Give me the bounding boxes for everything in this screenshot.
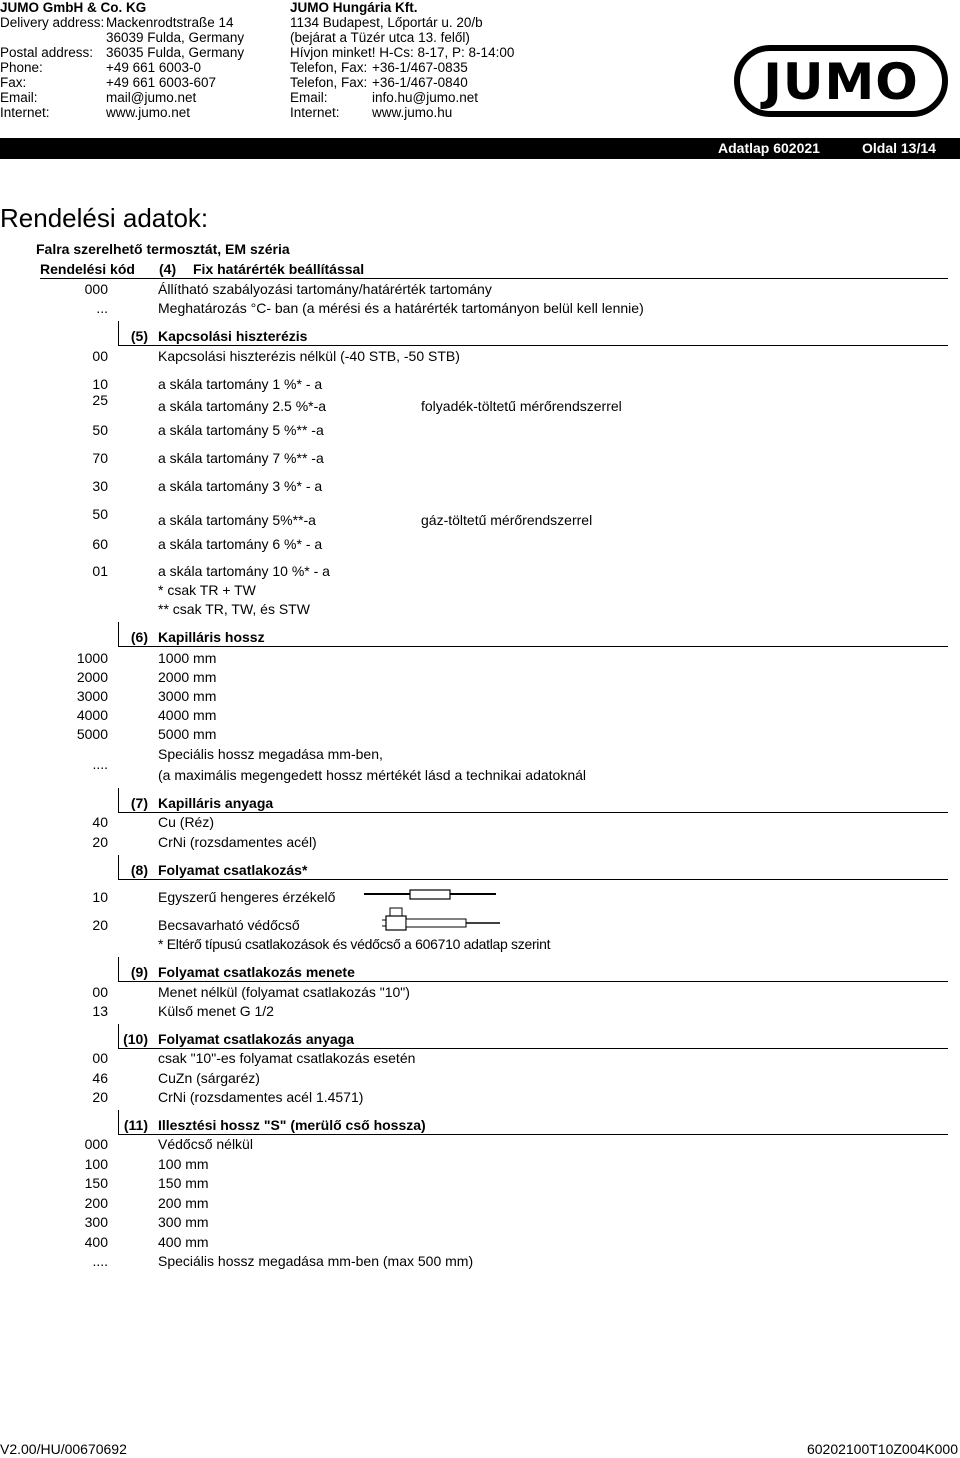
option-code: 70 [92,450,108,466]
option-row [0,705,960,725]
section-8-header [0,860,960,880]
option-code: 000 [84,281,108,297]
section-title: Fix határérték beállítással [193,261,365,277]
footnote [0,599,960,619]
footnote [0,580,960,600]
option-code: 20 [92,834,108,850]
option-note [0,934,960,954]
company-hu-website[interactable]: www.jumo.hu [372,105,453,120]
option-row [0,561,960,581]
option-text: a skála tartomány 2.5 %*-a [158,398,327,414]
company-de-name: JUMO GmbH & Co. KG [0,0,147,15]
option-row [0,812,960,832]
option-code: 20 [92,1089,108,1105]
option-row [0,476,960,496]
option-code: 1000 [76,650,108,666]
company-de-label: Postal address: [0,45,94,60]
option-text: a skála tartomány 7 %** -a [158,450,324,466]
company-hu-label: Telefon, Fax: [290,60,368,75]
option-text: 2000 mm [158,669,217,685]
option-text: 100 mm [158,1156,209,1172]
company-hu-address: 1134 Budapest, Lőportár u. 20/b [290,15,483,30]
option-code: 13 [92,1003,108,1019]
option-text: a skála tartomány 5%**-a [158,512,316,528]
option-text: a skála tartomány 5 %** -a [158,422,324,438]
footer-doc-code: 60202100T10Z004K000 [806,1441,958,1457]
company-de-value: Mackenrodtstraße 14 [106,15,234,30]
section-6-header [0,627,960,647]
option-code: 5000 [76,726,108,742]
option-code: 100 [84,1156,108,1172]
option-row [0,1087,960,1107]
option-code: 4000 [76,707,108,723]
option-row [0,667,960,687]
option-text: 150 mm [158,1175,209,1191]
option-code: .... [92,1253,108,1269]
section-4-header [0,259,960,279]
company-hu-phone: +36-1/467-0835 [372,60,468,75]
option-text: 4000 mm [158,707,217,723]
section-number: (7) [130,795,148,811]
section-number: (11) [123,1117,148,1133]
option-code: 3000 [76,688,108,704]
option-row [0,1001,960,1021]
option-row [0,534,960,554]
option-row [0,448,960,468]
option-code: 25 [92,392,108,408]
company-de-label: Phone: [0,60,43,75]
page-number: Oldal 13/14 [862,140,936,156]
option-text: a skála tartomány 10 %* - a [158,563,330,579]
option-row [0,765,960,785]
option-row [0,1251,960,1271]
gas-filled-note: gáz-töltetű mérőrendszerrel [421,512,593,528]
option-code: 200 [84,1195,108,1211]
section-7-header [0,793,960,813]
page-subtitle: Falra szerelhető termosztát, EM széria [36,241,290,257]
section-number: (9) [130,964,148,980]
option-code: 50 [92,506,108,522]
option-text: a skála tartomány 6 %* - a [158,536,323,552]
option-code: 00 [92,348,108,364]
company-hu-fax: +36-1/467-0840 [372,75,468,90]
section-9-header [0,962,960,982]
company-de-value: 36035 Fulda, Germany [106,45,245,60]
option-code: 400 [84,1234,108,1250]
company-de-value: +49 661 6003-0 [106,60,201,75]
section-title: Folyamat csatlakozás menete [158,964,355,980]
option-code: 46 [92,1070,108,1086]
option-text: 200 mm [158,1195,209,1211]
section-title: Kapilláris hossz [158,629,265,645]
company-de-label: Internet: [0,105,50,120]
option-code: 30 [92,478,108,494]
company-de-website[interactable]: www.jumo.net [106,105,191,120]
option-row [0,982,960,1002]
section-title: Illesztési hossz "S" (merülő cső hossza) [158,1117,426,1133]
section-number: (6) [130,629,148,645]
option-row [0,1068,960,1088]
divider [118,646,948,647]
section-number: (10) [123,1031,148,1047]
option-row [0,396,960,416]
company-de-label: Delivery address: [0,15,105,30]
option-row [0,724,960,744]
option-text: Állítható szabályozási tartomány/határérték tartomány [158,281,492,297]
company-de-email[interactable]: mail@jumo.net [106,90,197,105]
option-row [0,279,960,299]
company-hu-email[interactable]: info.hu@jumo.net [372,90,479,105]
company-de-value: +49 661 6003-607 [106,75,216,90]
company-hu-label: Telefon, Fax: [290,75,368,90]
datasheet-number: Adatlap 602021 [718,140,820,156]
option-row [0,648,960,668]
option-text: CrNi (rozsdamentes acél) [158,834,317,850]
option-text: Cu (Réz) [158,814,215,830]
section-10-header [0,1029,960,1049]
option-code: 10 [92,889,108,905]
option-text: 1000 mm [158,650,217,666]
option-text: Speciális hossz megadása mm-ben (max 500 mm) [158,1253,474,1269]
company-hu-name: JUMO Hungária Kft. [290,0,418,15]
option-text: a skála tartomány 1 %* - a [158,376,323,392]
option-note-text: * Eltérő típusú csatlakozások és védőcső a 606710 adatlap szerint [158,936,551,952]
section-title: Kapilláris anyaga [158,795,274,811]
company-hu-hours: Hívjon minket! H-Cs: 8-17, P: 8-14:00 [290,45,515,60]
option-text: Speciális hossz megadása mm-ben, [158,746,383,762]
jumo-logo-text: JUMO [763,53,919,111]
option-row [0,346,960,366]
option-code: 01 [92,563,108,579]
option-text: Menet nélkül (folyamat csatlakozás "10") [158,984,410,1000]
option-text: 3000 mm [158,688,217,704]
option-code: 300 [84,1214,108,1230]
divider [118,879,948,880]
option-code: 40 [92,814,108,830]
option-text: a skála tartomány 3 %* - a [158,478,323,494]
company-de-value: 36039 Fulda, Germany [106,30,245,45]
section-number: (5) [130,328,148,344]
option-code: 20 [92,917,108,933]
option-code: 60 [92,536,108,552]
section-title: Folyamat csatlakozás anyaga [158,1031,355,1047]
option-text: Becsavarható védőcső [158,917,300,933]
option-row [0,298,960,318]
footer-version: V2.00/HU/00670692 [0,1441,127,1457]
option-text: Védőcső nélkül [158,1136,253,1152]
thermowell-drawing [380,906,504,936]
option-row [0,1212,960,1232]
option-code: 00 [92,1050,108,1066]
section-title: Kapcsolási hiszterézis [158,328,308,344]
option-text: 300 mm [158,1214,209,1230]
option-row [0,1193,960,1213]
option-row [0,510,960,530]
option-code: 000 [84,1136,108,1152]
option-text: 400 mm [158,1234,209,1250]
jumo-logo [734,45,948,117]
section-number: (4) [159,261,177,277]
liquid-filled-note: folyadék-töltetű mérőrendszerrel [421,398,622,414]
company-hu-label: Email: [290,90,328,105]
company-hu-address: (bejárat a Tüzér utca 13. felől) [290,30,470,45]
option-text: Egyszerű hengeres érzékelő [158,889,336,905]
option-row [0,1173,960,1193]
footnote-text: * csak TR + TW [158,582,256,598]
page-title: Rendelési adatok: [0,203,209,233]
option-text: csak "10"-es folyamat csatlakozás esetén [158,1050,416,1066]
option-code: 150 [84,1175,108,1191]
option-row [0,1048,960,1068]
option-text: Külső menet G 1/2 [158,1003,274,1019]
option-text: (a maximális megengedett hossz mértékét lásd a technikai adatoknál [158,767,586,783]
company-de-label: Email: [0,90,38,105]
option-text: Kapcsolási hiszterézis nélkül (-40 STB, -50 STB) [158,348,460,364]
option-text: 5000 mm [158,726,217,742]
option-text: Meghatározás °C- ban (a mérési és a határérték tartományon belül kell lennie) [158,300,644,316]
section-11-header [0,1115,960,1135]
company-de-label: Fax: [0,75,27,90]
option-text: CrNi (rozsdamentes acél 1.4571) [158,1089,364,1105]
option-row [0,1154,960,1174]
option-code: 50 [92,422,108,438]
option-code: ... [96,300,108,316]
option-row [0,686,960,706]
section-5-header [0,326,960,346]
order-code-label: Rendelési kód [40,261,135,277]
option-code: 10 [92,376,108,392]
option-code: .... [92,756,108,772]
header-banner [0,138,960,159]
option-row [0,420,960,440]
option-code: 00 [92,984,108,1000]
option-code: 2000 [76,669,108,685]
option-row [0,832,960,852]
option-row [0,1232,960,1252]
footnote-text: ** csak TR, TW, és STW [158,601,310,617]
section-number: (8) [130,862,148,878]
cylindrical-sensor-drawing [364,886,498,904]
section-title: Folyamat csatlakozás* [158,862,308,878]
option-text: CuZn (sárgaréz) [158,1070,260,1086]
option-row [0,1134,960,1154]
company-hu-label: Internet: [290,105,340,120]
